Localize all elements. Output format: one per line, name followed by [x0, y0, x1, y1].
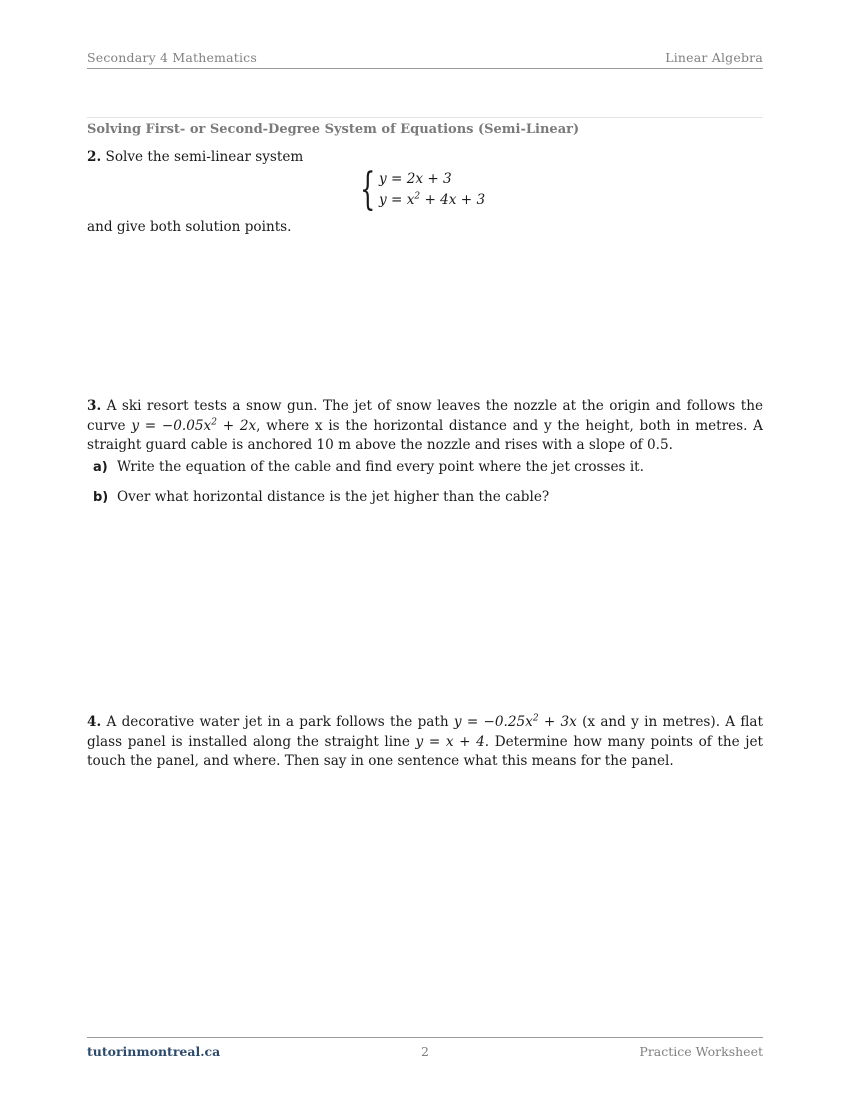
- section-title: Solving First- or Second-Degree System of Equations (Semi-Linear): [87, 122, 580, 137]
- question-2-outro: and give both solution points.: [87, 219, 292, 235]
- question-number: 2.: [87, 149, 102, 165]
- page-footer: [87, 1037, 763, 1059]
- header-course: Secondary 4 Mathematics: [87, 50, 257, 65]
- part-text: Over what horizontal distance is the jet higher than the cable?: [117, 489, 550, 505]
- equation-system: [360, 164, 486, 215]
- path-equation: $y = -0.25x^2 + 3x$: [453, 713, 577, 730]
- footer-site-link[interactable]: tutorinmontreal.ca: [87, 1044, 221, 1059]
- part-label: a): [93, 460, 108, 475]
- question-3-text: 3. A ski resort tests a snow gun. The jet of snow leaves the nozzle at the origin and follows the curve $y = -0.05x^2 + 2x$, where x is the horizontal distance and y the height, both in metres. A straight guard cable is anchored 10 m above the nozzle and rises with a slope of 0.5.: [87, 398, 763, 453]
- page-number: 2: [421, 1044, 429, 1059]
- question-number: 3.: [87, 398, 102, 414]
- question-4-text: 4. A decorative water jet in a park follows the path $y = -0.25x^2 + 3x$ (x and y in metres). A flat glass panel is installed along the straight line y = x + 4. Determine how many points of the jet touch the panel, and where. Then say in one sentence what this means for the panel.: [87, 713, 764, 769]
- equation-2: $y = x^2 + 4x + 3$: [379, 191, 486, 208]
- question-text: Solve the semi-linear system: [105, 149, 304, 165]
- part-label: b): [93, 490, 109, 505]
- header-topic: Linear Algebra: [665, 50, 763, 65]
- line-equation: y = x + 4: [415, 733, 485, 750]
- equation-1: y = 2x + 3: [379, 171, 452, 187]
- question-number: 4.: [87, 714, 102, 730]
- curve-equation: $y = -0.05x^2 + 2x$: [131, 416, 257, 434]
- part-text: Write the equation of the cable and find every point where the jet crosses it.: [117, 459, 644, 475]
- question-2-intro: [87, 148, 763, 168]
- page-header: [87, 50, 763, 69]
- brace-symbol: {: [360, 164, 376, 215]
- question-3a: [93, 458, 763, 477]
- footer-label: Practice Worksheet: [639, 1044, 763, 1059]
- question-3b: [93, 488, 763, 507]
- divider: [87, 117, 763, 118]
